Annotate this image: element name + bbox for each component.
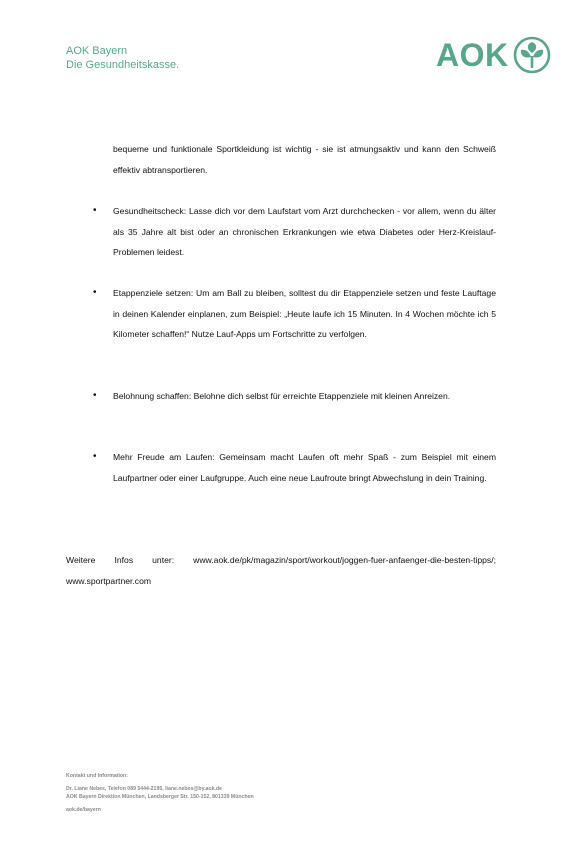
org-name-line1: AOK Bayern xyxy=(66,45,128,57)
aok-logo xyxy=(436,36,556,74)
more-info-paragraph: Weitere Infos unter: www.aok.de/pk/magazin/sport/workout/joggen-fuer-anfaenger-die-besten-tipps/; www.sportpartner.com xyxy=(66,555,496,586)
bullet-health-check: Gesundheitscheck: Lasse dich vor dem Laufstart vom Arzt durchchecken - vor allem, wenn du älter als 35 Jahre alt bist oder an chronischen Erkrankungen wie etwa Diabetes oder Herz-Kreislauf-Problemen leidest. xyxy=(113,206,496,258)
bullet-marker: • xyxy=(93,205,97,216)
org-tagline: Die Gesundheitskasse. xyxy=(66,59,180,71)
contact-footer xyxy=(66,772,254,814)
contact-person: Dr. Liane Nebes, Telefon 089 5444-2195, liane.nebes@by.aok.de xyxy=(66,785,222,792)
bullet-marker: • xyxy=(93,451,97,462)
bullet-marker: • xyxy=(93,390,97,401)
bullet-more-fun: Mehr Freude am Laufen: Gemeinsam macht Laufen oft mehr Spaß - zum Beispiel mit einem Laufpartner oder einer Laufgruppe. Auch eine neue Laufroute bringt Abwechslung in dein Training. xyxy=(113,452,496,483)
contact-address: AOK Bayern Direktion München, Landsberger Str. 150-152, 801339 München xyxy=(66,794,254,801)
aok-tree-icon xyxy=(512,36,552,74)
bullet-milestones: Etappenziele setzen: Um am Ball zu bleiben, solltest du dir Etappenziele setzen und feste Lauftage in deinen Kalender einplanen, zum Beispiel: „Heute laufe ich 15 Minuten. In 4 Wochen möchte ich 5 Kilometer schaffen!“ Nutze Lauf-Apps um Fortschritte zu verfolgen. xyxy=(113,288,496,340)
org-name xyxy=(66,44,179,72)
intro-paragraph: bequeme und funktionale Sportkleidung ist wichtig - sie ist atmungsaktiv und kann den Schweiß effektiv abtransportieren. xyxy=(113,144,496,175)
bullet-marker: • xyxy=(93,287,97,298)
bullet-reward: Belohnung schaffen: Belohne dich selbst für erreichte Etappenziele mit kleinen Anreizen. xyxy=(113,391,451,401)
logo-text: AOK xyxy=(436,37,509,73)
contact-heading: Kontakt und Information: xyxy=(66,773,128,779)
contact-website: aok.de/bayern xyxy=(66,806,101,813)
